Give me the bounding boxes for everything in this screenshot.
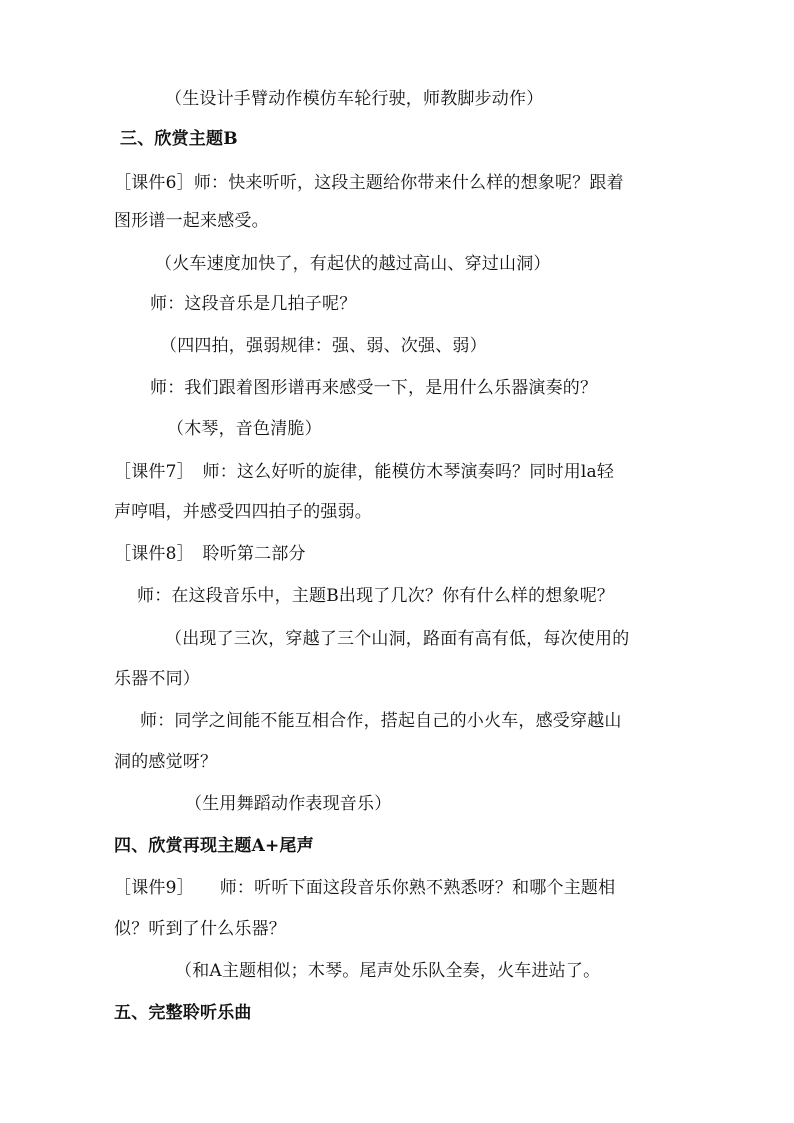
text-line: 师：我们跟着图形谱再来感受一下，是用什么乐器演奏的？ [150,378,598,398]
text-line: 洞的感觉呀？ [114,752,218,772]
text-line: （生设计手臂动作模仿车轮行驶，师教脚步动作） [165,89,544,109]
text-line: （生用舞蹈动作表现音乐） [185,794,392,814]
text-line: ［课件8］ 聆听第二部分 [114,544,306,564]
text-line: 乐器不同） [114,669,200,689]
text-line: （和A主题相似；木琴。尾声处乐队全奏，火车进站了。 [175,961,601,981]
text-line: 师：在这段音乐中，主题B出现了几次？你有什么样的想象呢？ [137,586,615,606]
text-line: ［课件6］师：快来听听，这段主题给你带来什么样的想象呢？跟着 [114,173,624,193]
text-line: ［课件9］ 师：听听下面这段音乐你熟不熟悉呀？和哪个主题相 [114,878,616,898]
section-heading: 四、欣赏再现主题A+尾声 [114,836,314,856]
text-line: （木琴，音色清脆） [167,419,322,439]
text-line: （出现了三次，穿越了三个山洞，路面有高有低，每次使用的 [165,629,630,649]
text-line: （四四拍，强弱规律：强、弱、次强、弱） [160,336,487,356]
section-heading: 五、完整聆听乐曲 [114,1003,252,1023]
text-line: 声哼唱，并感受四四拍子的强弱。 [114,502,372,522]
text-line: 师：这段音乐是几拍子呢？ [150,294,357,314]
text-line: （火车速度加快了，有起伏的越过高山、穿过山洞） [155,254,551,274]
text-line: 图形谱一起来感受。 [114,211,269,231]
text-line: 师：同学之间能不能互相合作，搭起自己的小火车，感受穿越山 [140,711,622,731]
section-heading: 三、欣赏主题B [120,129,238,149]
text-line: 似？听到了什么乐器？ [114,919,286,939]
text-line: ［课件7］ 师：这么好听的旋律，能模仿木琴演奏吗？同时用la轻 [114,462,615,482]
